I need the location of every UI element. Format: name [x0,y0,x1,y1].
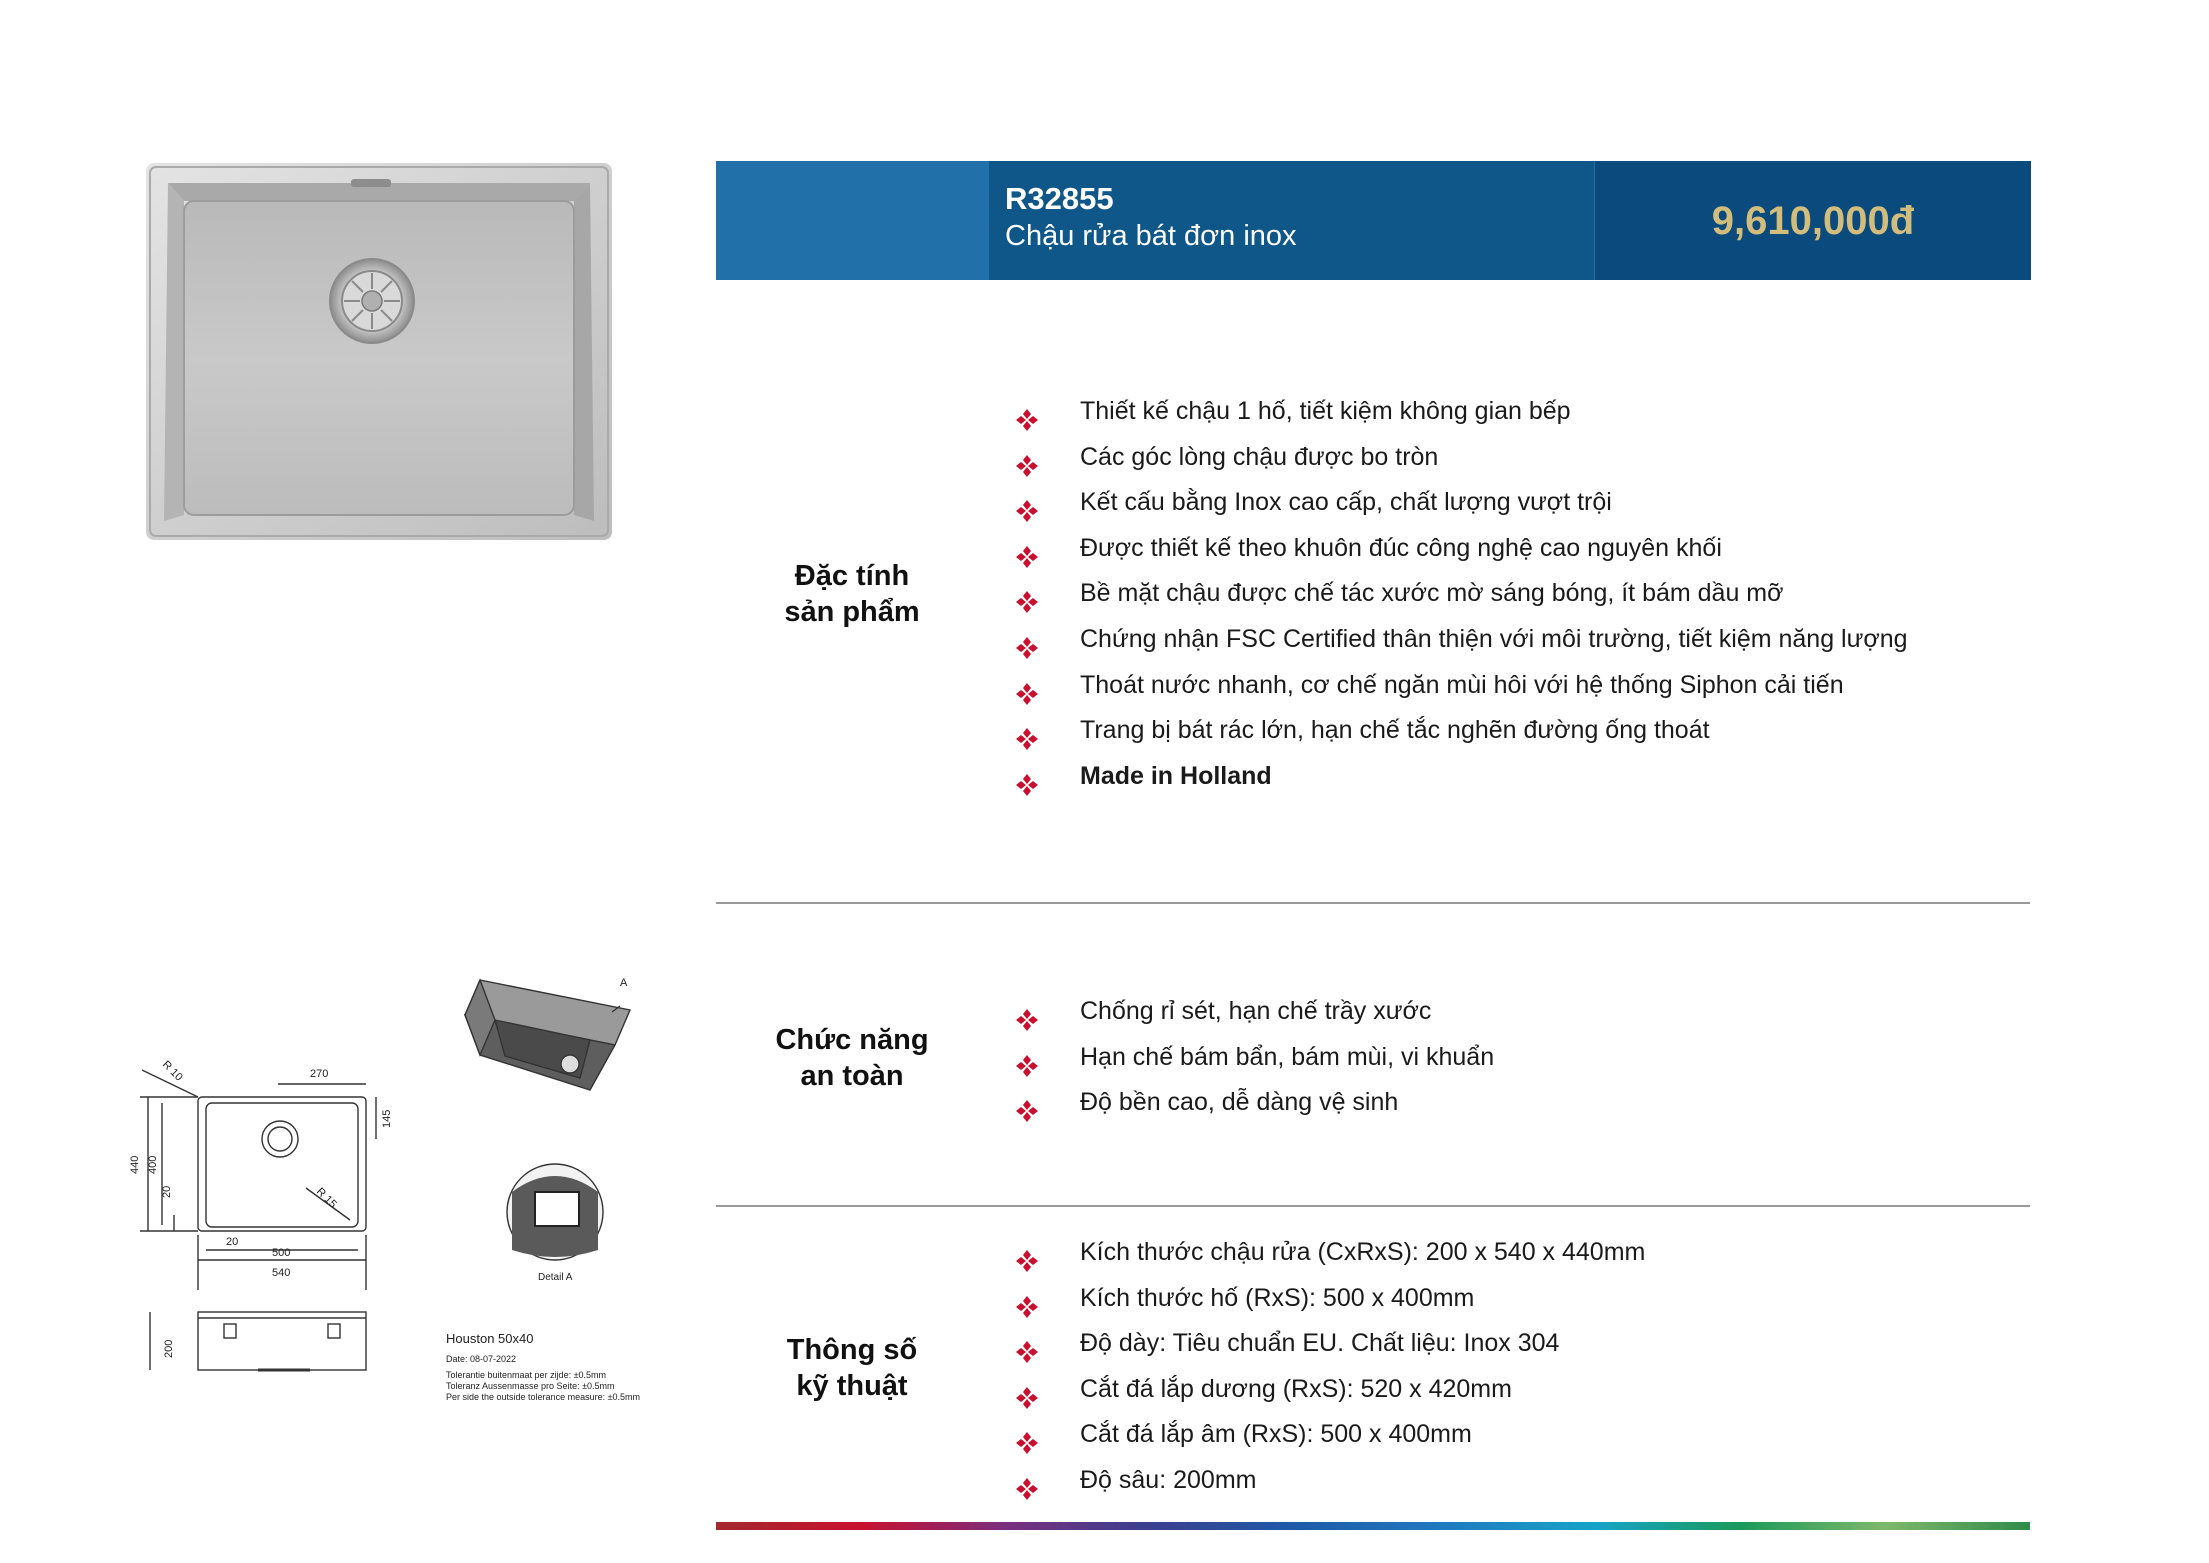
dim-r10: R 10 [159,1058,185,1084]
header-accent-block [716,161,989,280]
dim-145: 145 [381,1109,393,1128]
tolerance-en: Per side the outside tolerance measure: ±0.5mm [446,1392,641,1402]
specs-label-line1: Thông số [786,1334,918,1366]
diamond-bullet-icon [1016,1470,1038,1492]
diamond-bullet-icon [1016,1092,1038,1114]
diamond-bullet-icon [1016,401,1038,423]
diamond-bullet-icon [1016,629,1038,651]
tolerance-nl: Tolerantie buitenmaat per zijde: ±0.5mm [446,1370,607,1380]
diamond-bullet-icon [1016,1333,1038,1355]
dim-270: 270 [310,1068,329,1080]
diamond-bullet-icon [1016,447,1038,469]
diamond-bullet-icon [1016,492,1038,514]
diamond-bullet-icon [1016,1424,1038,1446]
drawing-model-name: Houston 50x40 [446,1331,534,1346]
features-label [716,558,988,630]
section-divider [716,1205,2030,1207]
diamond-bullet-icon [1016,1047,1038,1069]
drawing-date: Date: 08-07-2022 [446,1354,517,1364]
color-bar [716,1522,2030,1530]
dim-20-horizontal: 20 [226,1236,239,1248]
section-divider [716,902,2030,904]
safety-label [716,1022,988,1094]
diamond-bullet-icon [1016,1001,1038,1023]
safety-label-line1: Chức năng [775,1024,929,1056]
diamond-bullet-icon [1016,766,1038,788]
dim-r15: R 15 [313,1185,339,1211]
detail-a-caption: Detail A [538,1272,573,1283]
technical-drawing [120,960,710,1430]
dim-540: 540 [272,1267,291,1279]
header-title-block [989,161,1594,280]
features-label-line2: sản phẩm [784,596,920,628]
diamond-bullet-icon [1016,538,1038,560]
diamond-bullet-icon [1016,1379,1038,1401]
model-code: R32855 [1005,181,1114,216]
diamond-bullet-icon [1016,1242,1038,1264]
price: 9,610,000đ [1711,199,1915,243]
features-label-line1: Đặc tính [794,560,910,592]
dim-400: 400 [147,1155,159,1174]
safety-label-line2: an toàn [800,1060,904,1092]
dim-440: 440 [129,1155,141,1174]
diamond-bullet-icon [1016,675,1038,697]
dim-200: 200 [163,1339,175,1358]
specs-label [716,1332,988,1404]
product-photo [146,163,612,540]
diamond-bullet-icon [1016,720,1038,742]
specs-label-line2: kỹ thuật [796,1370,908,1402]
model-description: Chậu rửa bát đơn inox [1005,220,1297,252]
product-header [716,161,2030,280]
dim-500: 500 [272,1247,291,1259]
tolerance-de: Toleranz Aussenmasse pro Seite: ±0.5mm [446,1381,615,1391]
diamond-bullet-icon [1016,583,1038,605]
header-price-block [1594,161,2031,280]
label-a: A [620,977,628,989]
diamond-bullet-icon [1016,1288,1038,1310]
dim-20-vertical: 20 [161,1185,173,1198]
